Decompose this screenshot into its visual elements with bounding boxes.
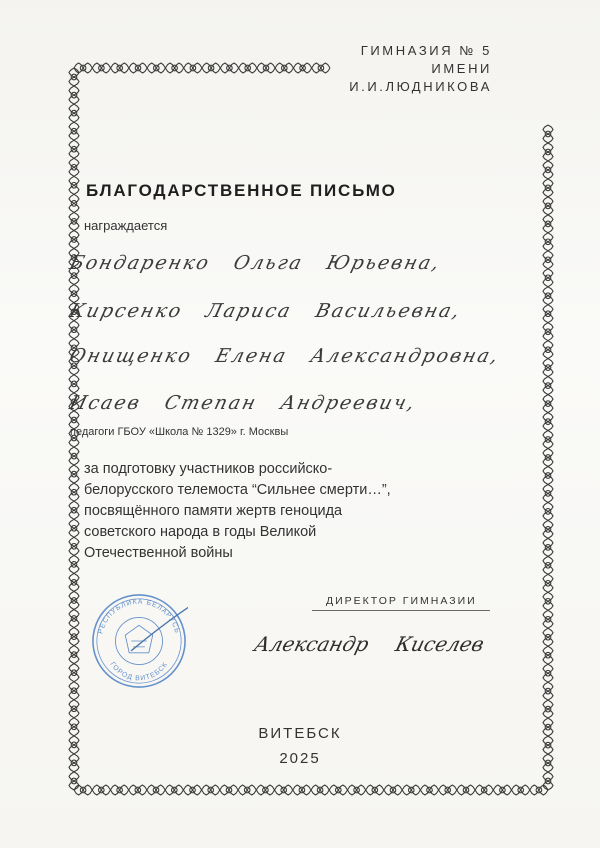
reason-line: советского народа в годы Великой <box>84 524 317 540</box>
city-name: ВИТЕБСК <box>258 725 342 742</box>
recipient-middle-name: Александровна, <box>308 345 502 367</box>
recipient-last-name: Онищенко <box>67 345 195 367</box>
recipient-first-name: Ольга <box>231 252 306 274</box>
teachers-affiliation: педагоги ГБОУ «Школа № 1329» г. Москвы <box>70 426 289 438</box>
signature-line <box>312 610 490 611</box>
reason-line: посвящённого памяти жертв геноцида <box>84 503 343 519</box>
recipient-middle-name: Юрьевна, <box>324 252 444 274</box>
director-signature-first: Александр <box>252 632 372 656</box>
recipient-last-name: Кирсенко <box>67 300 186 322</box>
reason-text <box>84 459 464 564</box>
year: 2025 <box>279 750 321 767</box>
recipient-last-name: Бондаренко <box>67 252 213 274</box>
recipient-last-name: Исаев <box>67 392 144 414</box>
stamp-top-text: РЕСПУБЛИКА БЕЛАРУСЬ <box>97 598 181 635</box>
recipient-name <box>67 252 450 292</box>
director-signature <box>252 632 515 680</box>
svg-text:РЕСПУБЛИКА БЕЛАРУСЬ <box>97 599 180 635</box>
recipient-first-name: Лариса <box>203 300 295 322</box>
recipient-name <box>67 345 502 385</box>
school-name-line: ГИМНАЗИЯ № 5 <box>360 43 492 58</box>
stamp-bottom-text: ГОРОД ВИТЕБСК <box>108 660 170 683</box>
recipient-name <box>67 300 464 340</box>
reason-line: Отечественной войны <box>84 545 233 561</box>
recipient-first-name: Елена <box>213 345 290 367</box>
reason-line: белорусского телемоста “Сильнее смерти…”, <box>84 482 391 498</box>
recipient-middle-name: Андреевич, <box>277 392 419 414</box>
school-header <box>349 42 492 96</box>
school-name-line: ИМЕНИ <box>431 61 492 76</box>
recipient-middle-name: Васильевна, <box>313 300 464 322</box>
director-signature-last: Киселев <box>393 632 488 656</box>
official-stamp <box>90 592 188 690</box>
recipient-first-name: Степан <box>162 392 260 414</box>
school-name-line: И.И.ЛЮДНИКОВА <box>349 79 492 94</box>
director-title: ДИРЕКТОР ГИМНАЗИИ <box>326 595 477 607</box>
awarded-label: награждается <box>84 218 168 233</box>
document-title: БЛАГОДАРСТВЕННОЕ ПИСЬМО <box>86 181 397 200</box>
reason-line: за подготовку участников российско- <box>84 461 333 477</box>
